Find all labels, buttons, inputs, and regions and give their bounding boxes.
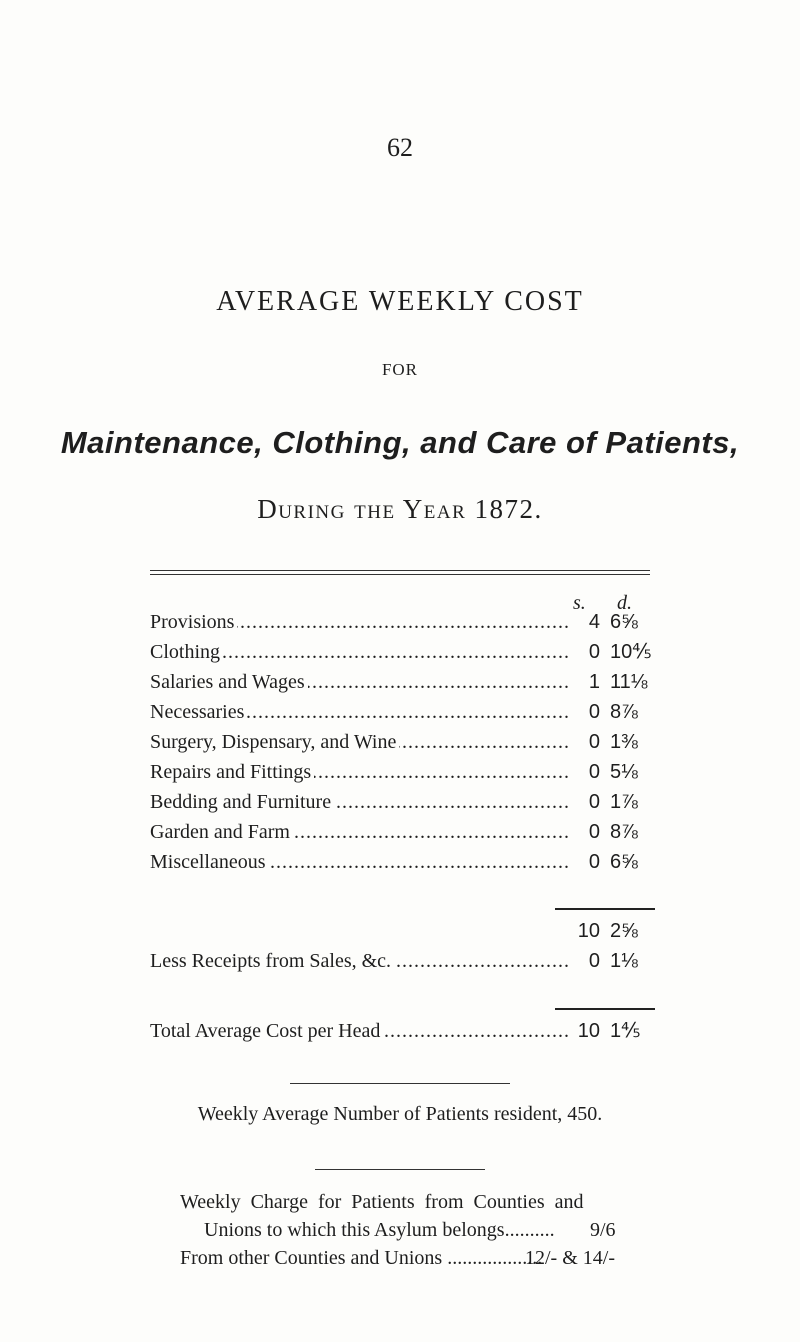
row-shillings: 0 (588, 761, 600, 783)
row-label: Less Receipts from Sales, &c. (150, 950, 394, 972)
charge-line-2: Unions to which this Asylum belongs.......... (204, 1219, 555, 1241)
row-pence: 5⅛ (610, 761, 638, 783)
row-label: Provisions (150, 611, 237, 633)
row-label: Repairs and Fittings (150, 761, 314, 783)
row-shillings: 0 (588, 851, 600, 873)
for-line: FOR (381, 360, 419, 379)
row-pence: 6⅝ (610, 851, 638, 873)
page-title: AVERAGE WEEKLY COST (216, 286, 584, 317)
table-row (150, 667, 570, 697)
divider (290, 1083, 510, 1084)
charge-line-3-value: 12/- & 14/- (525, 1247, 615, 1269)
table-row (150, 727, 570, 757)
table-row (150, 637, 570, 667)
row-shillings: 0 (588, 641, 600, 663)
year-line: During the Year 1872. (257, 494, 543, 524)
table-row (150, 607, 570, 637)
row-shillings: 0 (588, 821, 600, 843)
double-rule (150, 570, 650, 575)
subtitle: Maintenance, Clothing, and Care of Patients, (60, 425, 740, 460)
table-row (150, 847, 570, 877)
page-number: 62 (387, 133, 413, 162)
less-receipts-row (150, 946, 570, 976)
row-shillings: 0 (588, 701, 600, 723)
row-label: Bedding and Furniture (150, 791, 334, 813)
row-label: Total Average Cost per Head (150, 1020, 383, 1042)
row-label: Garden and Farm (150, 821, 293, 843)
charge-line-1: Weekly Charge for Patients from Counties and (180, 1191, 584, 1213)
row-label: Surgery, Dispensary, and Wine (150, 731, 399, 753)
total-rule (555, 1008, 655, 1010)
row-pence: 8⅞ (610, 821, 638, 843)
row-pence: 11⅛ (610, 671, 648, 693)
total-pence: 1⅘ (610, 1020, 641, 1042)
table-row (150, 787, 570, 817)
row-shillings: 4 (588, 611, 600, 633)
row-shillings: 0 (588, 731, 600, 753)
pence-header: d. (617, 592, 632, 614)
row-pence: 1⅜ (610, 731, 638, 753)
total-shillings: 10 (577, 1020, 600, 1042)
charge-line-3: From other Counties and Unions ................... (180, 1247, 543, 1269)
row-pence: 6⅝ (610, 611, 638, 633)
charge-line-3-label: From other Counties and Unions (180, 1247, 443, 1269)
subtotal-rule (555, 908, 655, 910)
row-pence: 1⅞ (610, 791, 638, 813)
charge-line-2-value: 9/6 (590, 1219, 616, 1241)
divider (315, 1169, 485, 1170)
row-label: Salaries and Wages (150, 671, 308, 693)
row-shillings: 1 (588, 671, 600, 693)
row-shillings: 0 (588, 791, 600, 813)
row-label: Miscellaneous (150, 851, 269, 873)
subtotal-pence: 2⅝ (610, 920, 638, 942)
table-row (150, 697, 570, 727)
row-pence: 8⅞ (610, 701, 638, 723)
table-row (150, 817, 570, 847)
table-row (150, 757, 570, 787)
total-row (150, 1016, 570, 1046)
subtotal-shillings: 10 (577, 920, 600, 942)
shillings-header: s. (573, 592, 586, 614)
row-label: Clothing (150, 641, 223, 663)
less-pence: 1⅛ (610, 950, 638, 972)
patients-note: Weekly Average Number of Patients resident, 450. (197, 1103, 603, 1125)
row-label: Necessaries (150, 701, 247, 723)
row-pence: 10⅘ (610, 641, 652, 663)
less-shillings: 0 (588, 950, 600, 972)
charge-line-2-label: Unions to which this Asylum belongs (204, 1219, 505, 1241)
